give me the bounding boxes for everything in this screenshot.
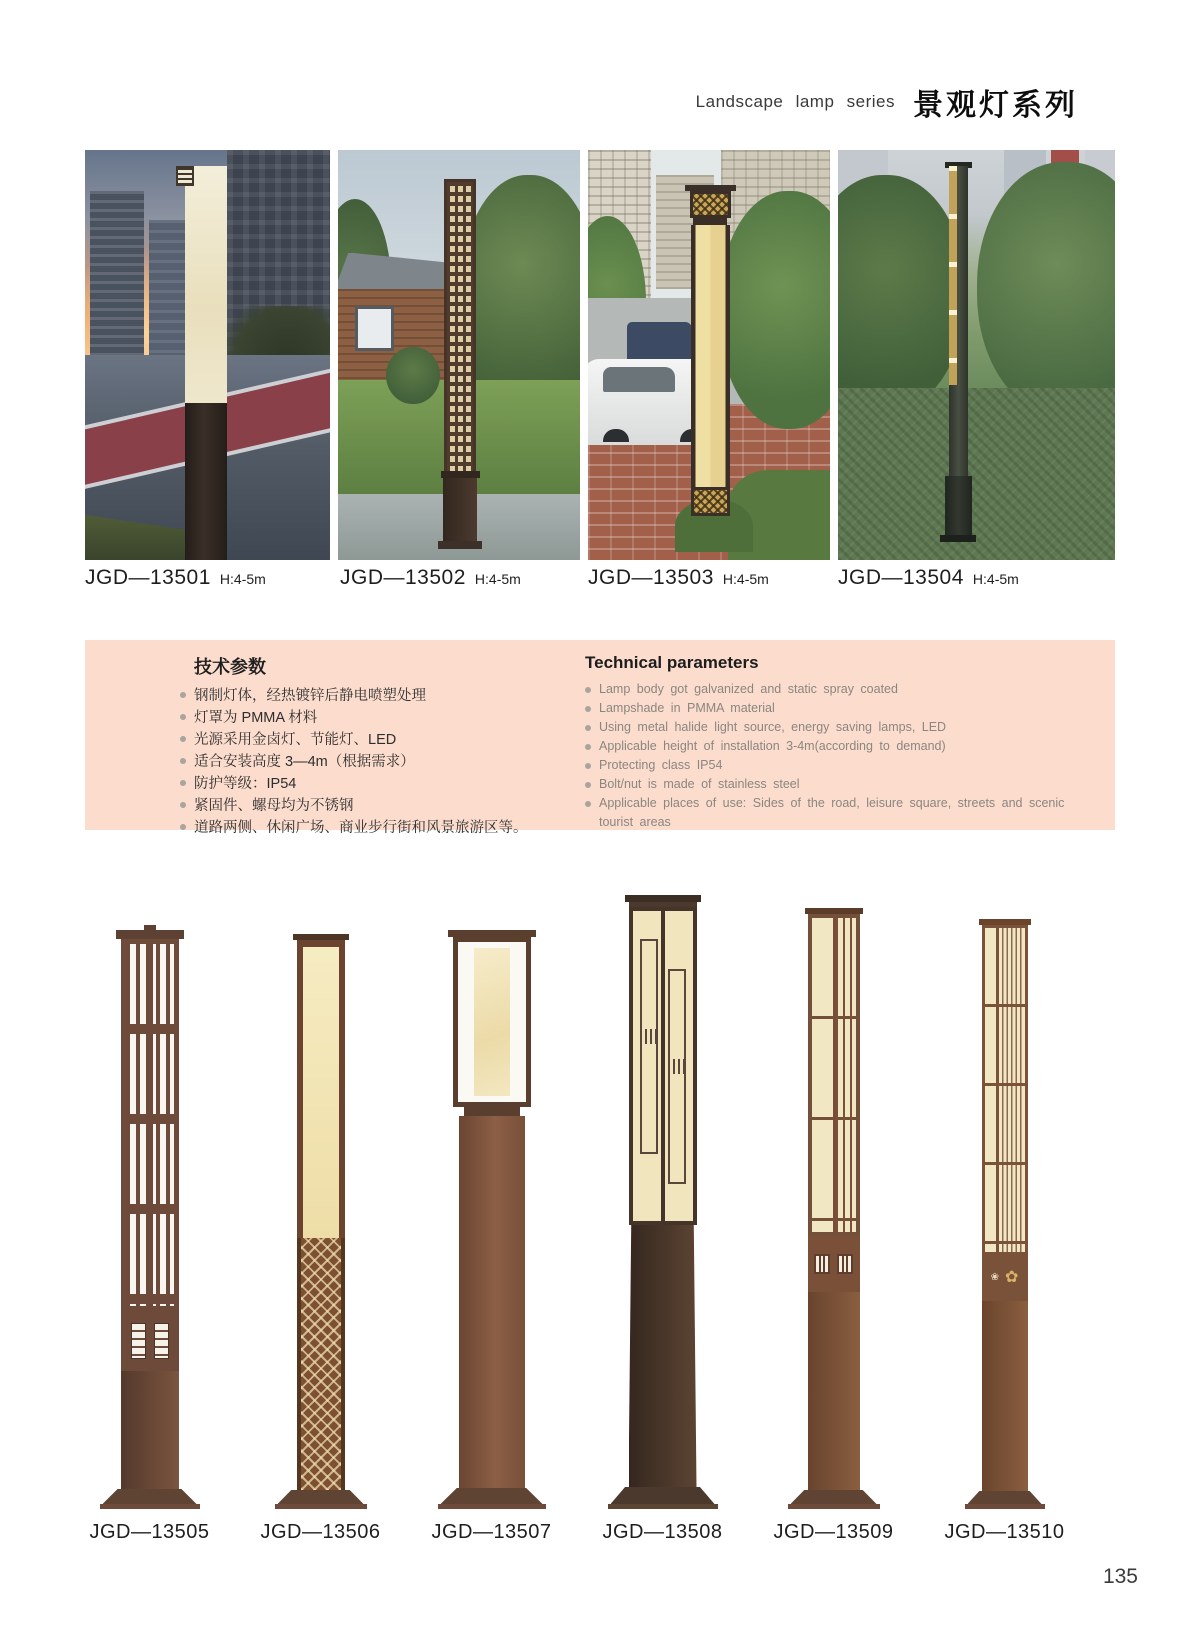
technical-parameters-box bbox=[85, 640, 1115, 836]
lamp-lit-body bbox=[691, 225, 730, 487]
lamp-emblem-band bbox=[121, 1311, 179, 1371]
height-spec: H:4-5m bbox=[219, 571, 266, 587]
spec-text: Protecting class IP54 bbox=[599, 758, 723, 772]
panel-lattice bbox=[640, 1029, 658, 1044]
lantern-cap bbox=[448, 930, 536, 937]
ground-cover bbox=[838, 388, 1115, 560]
specs-title-chinese: 技术参数 bbox=[194, 657, 266, 677]
render-jgd-13509 bbox=[748, 872, 919, 1544]
spec-item bbox=[585, 699, 1065, 718]
lamp-pedestal bbox=[459, 1116, 525, 1488]
specs-english-column bbox=[585, 653, 1065, 832]
car-wheel bbox=[603, 429, 629, 442]
spec-item bbox=[180, 685, 565, 707]
model-number: JGD—13504 bbox=[838, 566, 964, 589]
model-number: JGD—13508 bbox=[602, 1521, 723, 1543]
product-label bbox=[85, 566, 266, 590]
product-label bbox=[838, 566, 1019, 590]
spec-text: 灯罩为 PMMA 材料 bbox=[194, 710, 318, 726]
lamp-lit-panel bbox=[297, 940, 345, 1238]
panel-lattice bbox=[668, 1059, 686, 1074]
lamp-base-flange bbox=[791, 1490, 877, 1504]
lamp-lit-panel bbox=[629, 907, 697, 1225]
panel-inner-frame bbox=[640, 939, 658, 1154]
render-jgd-13510 bbox=[919, 872, 1090, 1544]
spec-item bbox=[585, 794, 1065, 832]
spec-text: Lamp body got galvanized and static spray coated bbox=[599, 682, 898, 696]
lamp-post bbox=[185, 166, 227, 560]
lamp-cap bbox=[116, 930, 184, 939]
spec-text: 道路两侧、休闲广场、商业步行街和风景旅游区等。 bbox=[194, 820, 528, 836]
building-silhouette bbox=[149, 220, 188, 364]
panel-divider bbox=[661, 911, 665, 1221]
bullet-dot-icon bbox=[180, 714, 186, 720]
model-number: JGD—13509 bbox=[773, 1521, 894, 1543]
bullet-dot-icon bbox=[180, 692, 186, 698]
lamp-render bbox=[608, 895, 718, 1509]
spec-item bbox=[180, 795, 565, 817]
series-title-chinese: 景观灯系列 bbox=[913, 88, 1078, 123]
spec-text: Applicable places of use: Sides of the road, leisure square, streets and scenic tourist areas bbox=[599, 796, 1065, 829]
spec-item bbox=[585, 737, 1065, 756]
bullet-dot-icon bbox=[585, 706, 591, 712]
lamp-emblem bbox=[176, 166, 194, 186]
bullet-dot-icon bbox=[180, 736, 186, 742]
lamp-cap bbox=[625, 895, 701, 902]
model-number: JGD—13506 bbox=[260, 1521, 381, 1543]
product-photo-row bbox=[85, 150, 1115, 560]
spec-item bbox=[585, 718, 1065, 737]
product-label bbox=[588, 566, 769, 590]
model-number: JGD—13501 bbox=[85, 566, 211, 589]
lamp-lit-panel bbox=[185, 166, 227, 402]
lamp-emblem bbox=[154, 1323, 169, 1359]
bullet-dot-icon bbox=[585, 801, 591, 807]
lamp-lower-shaft bbox=[121, 1371, 179, 1489]
lamp-collar bbox=[464, 1107, 520, 1116]
lamp-base-flange bbox=[968, 1491, 1042, 1504]
bullet-dot-icon bbox=[180, 824, 186, 830]
bullet-dot-icon bbox=[180, 802, 186, 808]
spec-text: Applicable height of installation 3-4m(according to demand) bbox=[599, 739, 946, 753]
lamp-shaft bbox=[443, 478, 477, 544]
lamp-lower-shaft bbox=[629, 1225, 697, 1487]
model-number: JGD—13510 bbox=[944, 1521, 1065, 1543]
lamp-flower-band bbox=[982, 1255, 1028, 1301]
lamp-lower-shaft bbox=[945, 476, 971, 538]
spec-item bbox=[585, 756, 1065, 775]
lamp-lower-shaft bbox=[982, 1301, 1028, 1491]
bullet-dot-icon bbox=[585, 725, 591, 731]
lamp-base-plate bbox=[788, 1504, 880, 1509]
lamp-render bbox=[965, 919, 1045, 1509]
spec-item bbox=[585, 775, 1065, 794]
specs-title-english: Technical parameters bbox=[585, 653, 759, 672]
lamp-render bbox=[275, 934, 367, 1509]
lamp-render bbox=[438, 930, 546, 1509]
height-spec: H:4-5m bbox=[474, 571, 521, 587]
house-window bbox=[355, 306, 394, 351]
lamp-base-plate bbox=[438, 1504, 546, 1509]
lamp-render bbox=[100, 925, 200, 1509]
product-render-row bbox=[64, 872, 1090, 1544]
bullet-dot-icon bbox=[180, 780, 186, 786]
flower-icon: ✿ bbox=[1004, 1269, 1019, 1286]
photo-label-row bbox=[85, 566, 1115, 598]
specs-list-english bbox=[585, 680, 1065, 832]
specs-list-chinese bbox=[180, 685, 565, 839]
lamp-emblem bbox=[131, 1323, 146, 1359]
spec-text: 钢制灯体，经热镀锌后静电喷塑处理 bbox=[194, 688, 426, 704]
lamp-chevron-base bbox=[691, 487, 730, 516]
panel-inner-frame bbox=[668, 969, 686, 1184]
spec-text: 紧固件、螺母均为不锈钢 bbox=[194, 798, 354, 814]
bullet-dot-icon bbox=[585, 782, 591, 788]
lamp-base-flange bbox=[103, 1489, 197, 1504]
bullet-dot-icon bbox=[585, 744, 591, 750]
lamp-base-flange bbox=[441, 1488, 543, 1504]
photo-jgd-13502 bbox=[338, 150, 580, 560]
car-windshield bbox=[603, 367, 676, 392]
model-number: JGD—13505 bbox=[89, 1521, 210, 1543]
lamp-base-plate bbox=[275, 1504, 367, 1509]
render-jgd-13506 bbox=[235, 872, 406, 1544]
lamp-chevron-cap bbox=[690, 191, 731, 218]
lamp-cap-plate bbox=[685, 185, 736, 192]
lamp-base-plate bbox=[608, 1504, 718, 1509]
spec-text: 适合安装高度 3—4m（根据需求） bbox=[194, 754, 415, 770]
lamp-base-plate bbox=[965, 1504, 1045, 1509]
spec-item bbox=[180, 817, 565, 839]
specs-chinese-column bbox=[180, 653, 565, 839]
height-spec: H:4-5m bbox=[972, 571, 1019, 587]
model-number: JGD—13503 bbox=[588, 566, 714, 589]
spec-text: Lampshade in PMMA material bbox=[599, 701, 775, 715]
lamp-base-flange bbox=[278, 1490, 364, 1504]
page-number: 135 bbox=[1102, 1565, 1138, 1588]
lamp-base bbox=[438, 541, 482, 548]
flower-icon: ❀ bbox=[990, 1272, 999, 1283]
spec-item bbox=[180, 707, 565, 729]
bullet-dot-icon bbox=[585, 687, 591, 693]
building-silhouette bbox=[90, 191, 144, 363]
lamp-post bbox=[949, 166, 968, 478]
render-jgd-13507 bbox=[406, 872, 577, 1544]
lamp-lower-shaft bbox=[808, 1292, 860, 1490]
lantern-lit-panel bbox=[474, 948, 510, 1096]
render-jgd-13508 bbox=[577, 872, 748, 1544]
lamp-lit-panel bbox=[982, 925, 1028, 1255]
page-header bbox=[696, 80, 1078, 124]
lamp-lattice-shaft bbox=[297, 1238, 345, 1490]
lamp-emblem-band bbox=[808, 1236, 860, 1292]
lamp-slat-body bbox=[121, 939, 179, 1311]
bullet-dot-icon bbox=[585, 763, 591, 769]
lamp-lit-panel bbox=[808, 914, 860, 1236]
lamp-base bbox=[940, 535, 976, 542]
photo-jgd-13501 bbox=[85, 150, 330, 560]
series-title-english: Landscape lamp series bbox=[695, 92, 895, 111]
spec-item bbox=[585, 680, 1065, 699]
spec-text: 光源采用金卤灯、节能灯、LED bbox=[194, 732, 397, 748]
lamp-gold-strip bbox=[949, 166, 957, 384]
product-label bbox=[340, 566, 521, 590]
spec-text: 防护等级：IP54 bbox=[194, 776, 297, 792]
photo-jgd-13503 bbox=[588, 150, 830, 560]
bush bbox=[386, 347, 439, 404]
lamp-render bbox=[788, 908, 880, 1509]
lamp-emblem bbox=[837, 1254, 853, 1274]
lamp-base-flange bbox=[611, 1487, 715, 1504]
lamp-emblem bbox=[814, 1254, 830, 1274]
spec-item bbox=[180, 773, 565, 795]
photo-jgd-13504 bbox=[838, 150, 1115, 560]
lamp-neck bbox=[693, 218, 727, 225]
bullet-dot-icon bbox=[180, 758, 186, 764]
lantern-box bbox=[453, 937, 531, 1107]
render-jgd-13505 bbox=[64, 872, 235, 1544]
lamp-shaft-flare bbox=[441, 471, 480, 478]
lamp-post-grid-panel bbox=[444, 179, 475, 474]
spec-text: Using metal halide light source, energy saving lamps, LED bbox=[599, 720, 947, 734]
spec-text: Bolt/nut is made of stainless steel bbox=[599, 777, 800, 791]
lamp-base-plate bbox=[100, 1504, 200, 1509]
model-number: JGD—13507 bbox=[431, 1521, 552, 1543]
height-spec: H:4-5m bbox=[722, 571, 769, 587]
model-number: JGD—13502 bbox=[340, 566, 466, 589]
spec-item bbox=[180, 729, 565, 751]
spec-item bbox=[180, 751, 565, 773]
